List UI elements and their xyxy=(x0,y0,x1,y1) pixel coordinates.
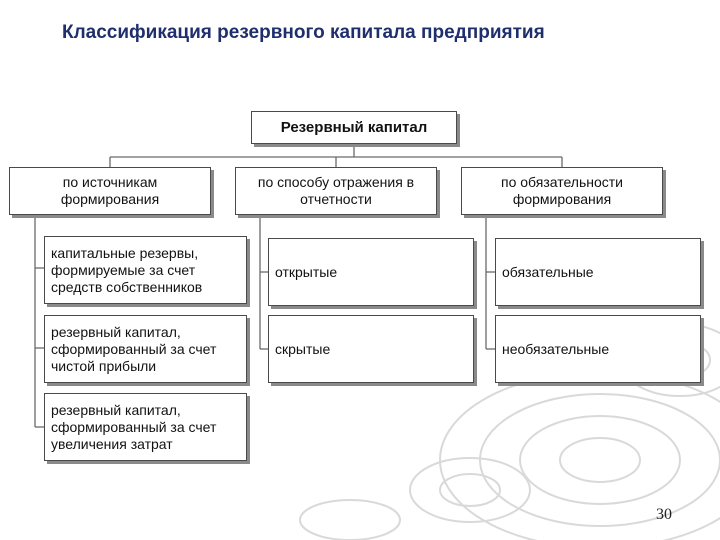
leaf-label: скрытые xyxy=(275,340,331,357)
leaf-reserve-cost-increase xyxy=(44,393,247,461)
root-node-reserve-capital: Резервный капитал xyxy=(251,111,457,144)
category-by-reporting xyxy=(235,167,437,215)
leaf-mandatory xyxy=(495,238,701,306)
leaf-capital-reserves-owners xyxy=(44,236,247,304)
leaf-label: открытые xyxy=(275,263,338,280)
leaf-label: обязательные xyxy=(502,263,594,280)
category-by-obligation xyxy=(461,167,663,215)
leaf-hidden xyxy=(268,315,474,383)
category-label: по способу отражения в отчетности xyxy=(257,174,415,207)
category-label: по обязательности формирования xyxy=(500,174,624,207)
leaf-label: резервный капитал, сформированный за счет чистой прибыли xyxy=(51,323,217,374)
page-number: 30 xyxy=(656,506,672,523)
category-label: по источникам формирования xyxy=(60,174,160,207)
leaf-label: капитальные резервы, формируемые за счет средств собственников xyxy=(51,244,203,295)
leaf-open xyxy=(268,238,474,306)
category-by-sources xyxy=(9,167,211,215)
leaf-reserve-net-profit xyxy=(44,315,247,383)
leaf-label: необязательные xyxy=(502,340,610,357)
slide-title: Классификация резервного капитала предприятия xyxy=(62,22,545,43)
leaf-label: резервный капитал, сформированный за счет увеличения затрат xyxy=(51,401,217,452)
leaf-optional xyxy=(495,315,701,383)
